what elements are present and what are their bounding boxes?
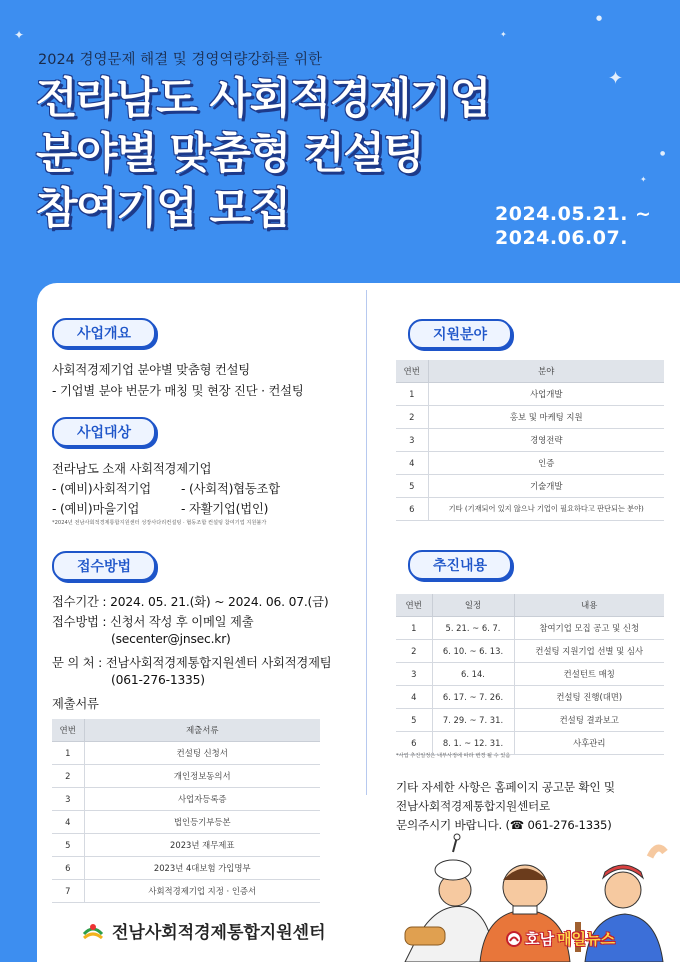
hero-banner (0, 0, 680, 300)
docs-heading: 제출서류 (52, 697, 99, 711)
sparkle-icon: ✦ (500, 30, 507, 39)
table-cell: 6. 10. ~ 6. 13. (432, 640, 514, 663)
table-cell: 4 (396, 452, 428, 475)
title-line: 전라남도 사회적경제기업 (36, 74, 490, 124)
method-value: 신청서 작성 후 이메일 제출 (110, 615, 254, 629)
email-text: (secenter@jnsec.kr) (111, 632, 231, 646)
table-cell: 2 (396, 406, 428, 429)
table-row (52, 765, 320, 788)
table-cell: 기타 (기재되어 있지 않으나 기업이 필요하다고 판단되는 분야) (428, 498, 664, 521)
table-row (396, 709, 664, 732)
contact-line: 전남사회적경제통합지원센터로 (396, 799, 550, 813)
table-cell: 사후관리 (514, 732, 664, 755)
table-row (52, 811, 320, 834)
sparkle-icon: ✦ (608, 68, 624, 89)
sparkle-icon: ✦ (640, 175, 647, 184)
overview-line: 사회적경제기업 분야별 맞춤형 컨설팅 (52, 363, 250, 377)
sparkle-icon: ● (596, 14, 603, 22)
target-item: - (예비)사회적기업 (52, 482, 151, 496)
table-header: 제출서류 (84, 719, 320, 742)
column-divider (366, 290, 367, 795)
table-row (52, 834, 320, 857)
table-row (396, 475, 664, 498)
table-row (52, 788, 320, 811)
docs-table (52, 719, 320, 903)
table-cell: 1 (396, 617, 432, 640)
org-name: 전남사회적경제통합지원센터 (112, 923, 326, 943)
title-line: 참여기업 모집 (36, 184, 290, 234)
table-cell: 6. 17. ~ 7. 26. (432, 686, 514, 709)
table-row (396, 640, 664, 663)
overview-line: - 기업별 분야 번문가 매칭 및 현장 진단 · 컨설팅 (52, 384, 304, 398)
table-header-row (396, 360, 664, 383)
table-header: 내용 (514, 594, 664, 617)
table-cell: 사업자등록증 (84, 788, 320, 811)
section-heading-target: 사업대상 (52, 417, 156, 447)
contact-info (396, 778, 615, 835)
news-watermark (506, 928, 615, 949)
table-cell: 5 (396, 475, 428, 498)
table-cell: 7. 29. ~ 7. 31. (432, 709, 514, 732)
table-cell: 2023년 4대보험 가입명부 (84, 857, 320, 880)
table-cell: 컨설팅 결과보고 (514, 709, 664, 732)
table-cell: 4 (52, 811, 84, 834)
table-cell: 6 (52, 857, 84, 880)
news-logo-icon (506, 931, 522, 947)
footer-org (82, 918, 326, 943)
table-header: 연번 (396, 594, 432, 617)
table-row (396, 617, 664, 640)
header-subtitle: 2024 경영문제 해결 및 경영역량강화를 위한 (38, 52, 323, 68)
target-item: - (예비)마을기업 (52, 502, 140, 516)
table-cell: 사회적경제기업 지정 · 인증서 (84, 880, 320, 903)
section-heading-schedule: 추진내용 (408, 550, 512, 580)
period-row (52, 592, 328, 610)
table-cell: 3 (396, 663, 432, 686)
target-note: *2024년 전남사회적경제통합지원센터 성장사다리컨설팅 · 협동조합 컨설팅 참여기업 지원불가 (52, 520, 267, 526)
table-row (396, 429, 664, 452)
period-label: 접수기간 : (52, 595, 107, 609)
table-row (396, 406, 664, 429)
table-cell: 4 (396, 686, 432, 709)
news-name-part2: 매일뉴스 (556, 930, 615, 948)
table-cell: 8. 1. ~ 12. 31. (432, 732, 514, 755)
table-row (396, 686, 664, 709)
table-cell: 컨설팅 진행(대면) (514, 686, 664, 709)
recruit-period (495, 202, 651, 250)
table-header: 분야 (428, 360, 664, 383)
table-cell: 1 (52, 742, 84, 765)
table-cell: 5 (52, 834, 84, 857)
table-row (396, 452, 664, 475)
table-cell: 컨설팅 신청서 (84, 742, 320, 765)
table-header: 연번 (52, 719, 84, 742)
inquiry-row (52, 653, 331, 671)
inquiry-label: 문 의 처 : (52, 656, 103, 670)
period-value: 2024. 05. 21.(화) ~ 2024. 06. 07.(금) (110, 595, 329, 609)
table-header-row (52, 719, 320, 742)
table-row (396, 383, 664, 406)
table-row (52, 857, 320, 880)
table-cell: 2023년 재무제표 (84, 834, 320, 857)
title-line: 분야별 맞춤형 컨설팅 (36, 129, 424, 179)
target-line: 전라남도 소재 사회적경제기업 (52, 462, 212, 476)
table-header: 일정 (432, 594, 514, 617)
page-title (36, 72, 490, 237)
table-cell: 홍보 및 마케팅 지원 (428, 406, 664, 429)
table-cell: 2 (52, 765, 84, 788)
contact-line: 기타 자세한 사항은 홈페이지 공고문 확인 및 (396, 780, 615, 794)
table-cell: 컨설턴트 매칭 (514, 663, 664, 686)
table-header: 연번 (396, 360, 428, 383)
method-label: 접수방법 : (52, 615, 107, 629)
schedule-note: *사업 추진일정은 내부사정에 따라 변경 될 수 있음 (396, 753, 511, 759)
table-cell: 개인정보동의서 (84, 765, 320, 788)
section-heading-support: 지원분야 (408, 319, 512, 349)
target-item: - (사회적)협동조합 (181, 482, 280, 496)
table-row (52, 742, 320, 765)
org-logo-icon (82, 920, 104, 942)
table-row (52, 880, 320, 903)
table-cell: 경영전략 (428, 429, 664, 452)
section-heading-application: 접수방법 (52, 551, 156, 581)
table-cell: 인증 (428, 452, 664, 475)
schedule-table (396, 594, 664, 755)
table-cell: 7 (52, 880, 84, 903)
table-cell: 6 (396, 732, 432, 755)
table-cell: 컨설팅 지원기업 선별 및 심사 (514, 640, 664, 663)
table-cell: 참여기업 모집 공고 및 신청 (514, 617, 664, 640)
sparkle-icon: ✦ (14, 28, 25, 42)
table-cell: 3 (52, 788, 84, 811)
table-header-row (396, 594, 664, 617)
contact-line: 문의주시기 바랍니다. (☎ 061-276-1335) (396, 818, 612, 832)
table-cell: 6. 14. (432, 663, 514, 686)
table-cell: 5 (396, 709, 432, 732)
table-cell: 사업개발 (428, 383, 664, 406)
table-cell: 5. 21. ~ 6. 7. (432, 617, 514, 640)
table-cell: 기술개발 (428, 475, 664, 498)
table-cell: 3 (396, 429, 428, 452)
table-cell: 법인등기부등본 (84, 811, 320, 834)
table-row (396, 498, 664, 521)
sparkle-icon: ● (660, 150, 666, 157)
inquiry-value: 전남사회적경제통합지원센터 사회적경제팀 (105, 656, 332, 670)
method-row (52, 612, 253, 630)
section-heading-overview: 사업개요 (52, 318, 156, 348)
date-start: 2024.05.21. ~ (495, 203, 652, 225)
table-cell: 6 (396, 498, 428, 521)
news-name-part1: 호남 (525, 930, 554, 948)
support-table (396, 360, 664, 521)
phone-text: (061-276-1335) (111, 673, 205, 687)
table-cell: 2 (396, 640, 432, 663)
target-item: - 자활기업(법인) (181, 502, 269, 516)
table-row (396, 663, 664, 686)
table-cell: 1 (396, 383, 428, 406)
date-end: 2024.06.07. (495, 227, 628, 249)
